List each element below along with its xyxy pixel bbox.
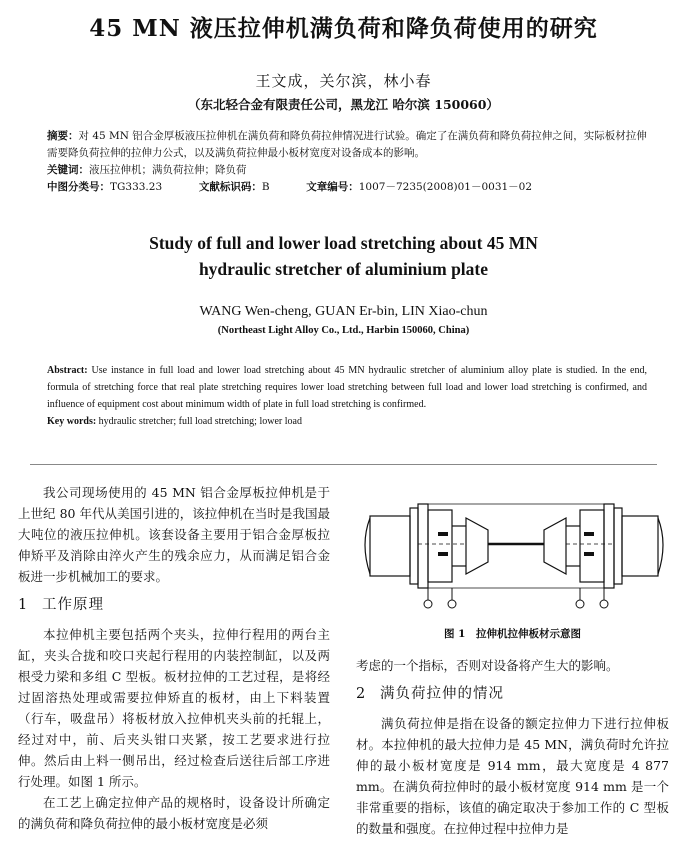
affiliation-chinese: （东北轻合金有限责任公司，黑龙江 哈尔滨 150060） — [188, 97, 499, 112]
authors-english: WANG Wen-cheng, GUAN Er-bin, LIN Xiao-chun — [199, 304, 488, 319]
left-column — [18, 482, 330, 834]
title-en-line-1: Study of full and lower load stretching about 45 MN — [149, 233, 538, 253]
section-1-heading — [18, 595, 330, 616]
section-1-paragraph-1: 本拉伸机主要包括两个夹头，拉伸行程用的两台主缸，夹头合拢和咬口夹起行程用的内装控制缸，以及两根受力梁和多组 C 型板。板材拉伸的工艺过程，是将经过固溶热处理或需要拉伸矫直的板材，由上下料装置（行车，吸盘吊）将板材放入拉伸机夹头前的托辊上，经过对中，前、后夹头钳口夹紧，按工艺要求进行拉伸。然后由上料一侧吊出，经过检查后送往后部工序进行处理。如图 1 所示。 — [18, 627, 330, 789]
classification-line — [47, 179, 647, 196]
clc-label: 中图分类号： — [47, 181, 110, 193]
section-1-paragraph-2: 在工艺上确定拉伸产品的规格时，设备设计所确定的满负荷和降负荷拉伸的最小板材宽度是必须 — [18, 795, 330, 831]
clc-value: TG333.23 — [110, 181, 163, 193]
section-2-number: 2 — [356, 686, 367, 702]
right-head-outline — [658, 518, 663, 574]
section-1-number: 1 — [18, 597, 29, 613]
keywords-en-text: hydraulic stretcher; full load stretching; lower load — [96, 416, 302, 427]
affiliation-english: (Northeast Light Alloy Co., Ltd., Harbin 150060, China) — [217, 325, 470, 336]
keywords-en-label: Key words: — [47, 416, 97, 427]
abstract-cn-text: 对 45 MN 铝合金厚板液压拉伸机在满负荷和降负荷拉伸情况进行试验。确定了在满负荷和降负荷拉伸之间，实际板材拉伸需要降负荷拉伸的拉伸力公式，以及满负荷拉伸最小板材宽度对设备成本的影响。 — [47, 130, 647, 159]
abstract-chinese — [47, 128, 647, 196]
right-end-plate — [614, 508, 622, 584]
intro-paragraph: 我公司现场使用的 45 MN 铝合金厚板拉伸机是于上世纪 80 年代从美国引进的，该拉伸机在当时是我国最大吨位的液压拉伸机。该套设备主要用于铝合金厚板拉伸矫平及消除由淬火产生的残余应力，从而满足铝合金板进一步机械加工的要求。 — [18, 485, 330, 584]
section-2-title: 满负荷拉伸的情况 — [380, 686, 504, 702]
stretcher-figure — [356, 484, 669, 614]
right-jaw — [544, 518, 566, 574]
article-no-value: 1007－7235(2008)01－0031－02 — [358, 181, 533, 193]
abstract-cn-label: 摘要： — [47, 130, 79, 142]
abstract-en-text: Use instance in full load and lower load stretching about 45 MN hydraulic stretcher of aluminium alloy plate is studied. In the end, formula of stretching force that real plate stretching requires lower load stretching between full load and lower load stretching is confirmed, and influence of equipment cost about minimum width of plate in full load stretching is confirmed. — [47, 365, 647, 410]
abstract-english — [47, 362, 647, 430]
right-continuation: 考虑的一个指标，否则对设备将产生大的影响。 — [356, 658, 619, 673]
abstract-en-body — [47, 362, 647, 413]
abstract-en-label: Abstract: — [47, 365, 88, 376]
right-crosshead — [580, 510, 604, 582]
left-head-outline — [365, 518, 370, 574]
right-cylinder-housing — [622, 516, 658, 576]
left-cylinder-housing — [370, 516, 410, 576]
section-divider — [30, 464, 657, 465]
authors-chinese: 王文成，关尔滨，林小春 — [255, 72, 432, 90]
left-frame-plate — [418, 504, 428, 588]
left-crosshead — [428, 510, 452, 582]
title-en-line-2: hydraulic stretcher of aluminium plate — [198, 259, 489, 279]
figure-caption: 图 1 拉伸机拉伸板材示意图 — [444, 628, 581, 640]
title-english — [0, 230, 687, 282]
abstract-cn-body — [47, 128, 647, 162]
section-2-paragraph-1: 满负荷拉伸是指在设备的额定拉伸力下进行拉伸板材。本拉伸机的最大拉伸力是 45 MN，满负荷时允许拉伸的最小板材宽度是 914 mm，最大宽度是 4 877 mm。在满负荷拉伸时的最小板材宽度 914 mm 是一个非常重要的指标，该值的确定取决于参加工作的 C 型板的数量和强度。在拉伸过程中拉伸力是 — [356, 716, 669, 836]
keywords-en — [47, 413, 647, 430]
keywords-cn — [47, 162, 647, 179]
title-chinese: 45 MN 液压拉伸机满负荷和降负荷使用的研究 — [89, 15, 598, 42]
article-no-label: 文章编号： — [306, 181, 359, 193]
keywords-cn-text: 液压拉伸机；满负荷拉伸；降负荷 — [89, 164, 247, 176]
right-column — [356, 655, 669, 839]
section-1-title: 工作原理 — [42, 597, 104, 613]
doc-code-label: 文献标识码： — [198, 181, 262, 193]
left-end-plate — [410, 508, 418, 584]
keywords-cn-label: 关键词： — [47, 164, 89, 176]
right-frame-plate — [604, 504, 614, 588]
section-2-heading — [356, 684, 669, 705]
doc-code-value: B — [261, 181, 270, 193]
left-jaw — [466, 518, 488, 574]
